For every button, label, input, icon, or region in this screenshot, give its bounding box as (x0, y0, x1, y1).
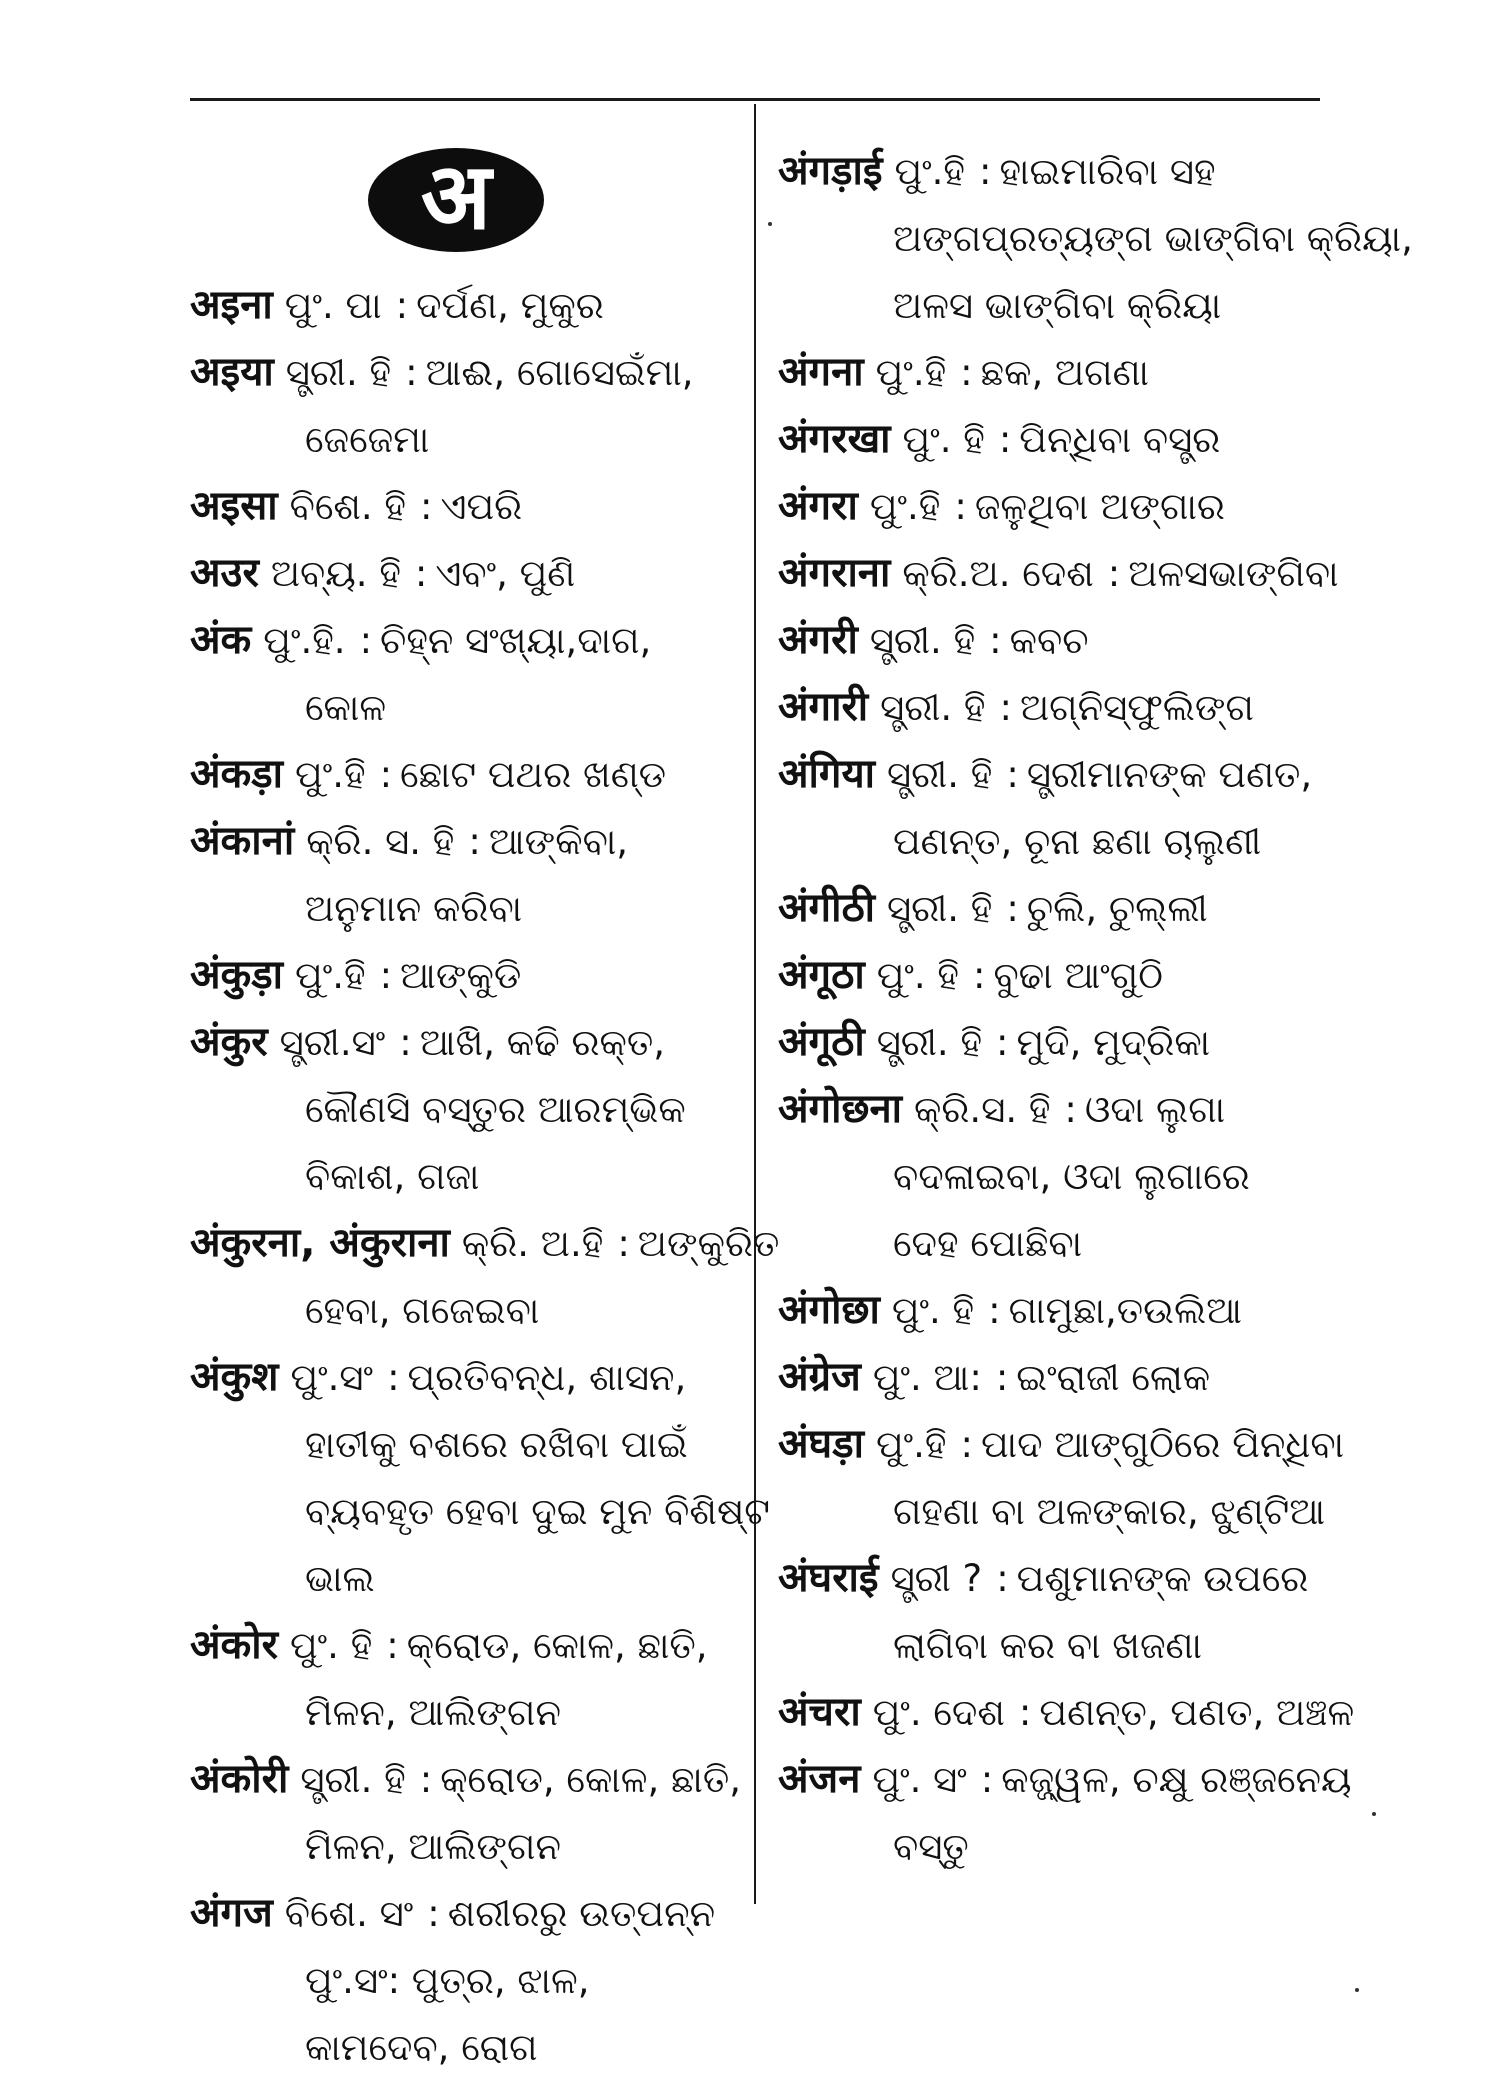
entry-first-line (190, 339, 735, 406)
entry-first-line (778, 674, 1338, 741)
grammar-label: ପୁଂ. ହି (902, 418, 985, 461)
definition-text: ପାଦ ଆଙ୍ଗୁଠିରେ ପିନ୍ଧିବା (980, 1423, 1345, 1466)
definition-separator: : (995, 1356, 1009, 1399)
definition-separator: : (427, 1892, 440, 1935)
dictionary-entry (190, 473, 735, 540)
definition-separator: : (405, 351, 418, 394)
definition-text: ଅଗ୍ନିସ୍ଫୁଲିଙ୍ଗ (1019, 686, 1254, 729)
definition-separator: : (419, 1758, 433, 1801)
definition-text: ଓଦା ଲୁଗା (1084, 1088, 1226, 1131)
grammar-label: ସ୍ତ୍ରୀ. ହି (285, 351, 392, 394)
column-divider (754, 104, 756, 1904)
definition-separator: : (980, 1758, 994, 1801)
definition-separator: : (1107, 552, 1121, 595)
grammar-label: ସ୍ତ୍ରୀ. ହି (300, 1758, 406, 1801)
dictionary-entry (190, 1344, 770, 1612)
headword: अउर (190, 550, 259, 596)
definition-separator: : (954, 485, 967, 528)
grammar-label: ପୁଂ.ହି (875, 351, 947, 394)
headword: अंगना (778, 349, 864, 395)
definition-separator: : (468, 820, 481, 863)
dictionary-entry (190, 741, 735, 808)
headword: अंकुड़ा (190, 952, 284, 998)
headword: अंकोरी (190, 1756, 289, 1802)
section-letter: अ (420, 143, 492, 250)
headword: अंगोछना (778, 1086, 903, 1132)
entry-first-line (190, 808, 735, 875)
definition-continuation: ପୁଂ.ସଂ: ପୁତ୍ର, ଝାଳ, (305, 1959, 590, 2002)
dictionary-entry (190, 1210, 780, 1344)
headword: अंचरा (778, 1689, 861, 1735)
dictionary-entry (778, 1009, 1338, 1076)
dictionary-entry (190, 1746, 742, 1880)
definition-text: କବଚ (1009, 619, 1089, 662)
grammar-label: କ୍ରି. ସ. ହି (306, 820, 455, 863)
grammar-label: ସ୍ତ୍ରୀ. ହି (887, 887, 993, 930)
dictionary-entry (778, 406, 1338, 473)
definition-text: ପଣନ୍ତ, ପଣତ, ଅଞ୍ଚଳ (1039, 1691, 1355, 1734)
dictionary-entry (778, 674, 1338, 741)
dictionary-entry (190, 339, 735, 473)
definition-text: ପଶୁମାନଙ୍କ ଉପରେ (1016, 1557, 1309, 1600)
definition-separator: : (617, 1222, 630, 1265)
definition-separator: : (989, 619, 1002, 662)
definition-continuation: କୌଣସି ବସ୍ତୁର ଆରମ୍ଭିକ (305, 1088, 686, 1131)
definition-text: ଆଙ୍କିବା, (488, 820, 629, 863)
definition-text: ଏବଂ, ପୁଣି (435, 552, 576, 595)
definition-text: ଅଙ୍କୁରିତ (637, 1222, 780, 1265)
headword: अंकड़ा (190, 751, 284, 797)
headword: अंगोछा (778, 1287, 880, 1333)
definition-separator: : (1064, 1088, 1077, 1131)
grammar-label: ପୁଂ. ଆ: (872, 1356, 982, 1399)
entry-first-line (778, 138, 1338, 205)
entry-first-line (778, 942, 1338, 1009)
headword: अंग्रेज (778, 1354, 861, 1400)
definition-text: ଆଈ, ଗୋସେଇଁମା, (425, 351, 694, 394)
definition-text: ଚୁଲି, ଚୁଲ୍ଲୀ (1026, 887, 1208, 930)
grammar-label: ପୁଂ.ସଂ (290, 1356, 374, 1399)
print-speck (1372, 1812, 1376, 1816)
definition-separator: : (999, 686, 1012, 729)
grammar-label: ସ୍ତ୍ରୀ. ହି (876, 1021, 983, 1064)
entry-first-line (190, 1344, 735, 1411)
definition-separator: : (960, 351, 973, 394)
definition-continuation: ହାତୀକୁ ବଶରେ ରଖିବା ପାଇଁ (305, 1423, 688, 1466)
entry-first-line (778, 1277, 1338, 1344)
definition-separator: : (988, 1289, 1001, 1332)
headword: अंकुर (190, 1019, 268, 1065)
definition-text: ଇଂରାଜୀ ଲୋକ (1016, 1356, 1211, 1399)
definition-continuation: ବ୍ୟବହୃତ ହେବା ଦୁଇ ମୁନ ବିଶିଷ୍ଟ (305, 1490, 770, 1533)
grammar-label: ପୁଂ.ହି. (263, 619, 346, 662)
grammar-label: ପୁଂ.ହି (875, 1423, 947, 1466)
grammar-label: କ୍ରି.ସ. ହି (914, 1088, 1051, 1131)
dictionary-entry (778, 1411, 1345, 1545)
headword: अइया (190, 349, 274, 395)
definition-continuation: ମିଳନ, ଆଲିଙ୍ଗନ (305, 1825, 561, 1868)
definition-separator: : (979, 150, 992, 193)
dictionary-entry (778, 138, 1413, 339)
grammar-label: ସ୍ତ୍ରୀ. ହି (869, 619, 976, 662)
headword: अंघराई (778, 1555, 879, 1601)
grammar-label: ପୁଂ.ହି (295, 753, 366, 796)
dictionary-entry (190, 942, 735, 1009)
section-letter-badge (368, 143, 544, 252)
entry-first-line (190, 540, 735, 607)
definition-separator: : (972, 954, 986, 997)
definition-text: ପ୍ରତିବନ୍ଧ, ଶାସନ, (407, 1356, 687, 1399)
dictionary-entry (778, 1344, 1338, 1411)
grammar-label: କ୍ରି. ଅ.ହି (461, 1222, 604, 1265)
entry-first-line (190, 1746, 742, 1813)
entry-first-line (778, 875, 1338, 942)
definition-separator: : (395, 284, 409, 327)
definition-text: ଛକ, ଅଗଣା (980, 351, 1149, 394)
grammar-label: କ୍ରି.ଅ. ଦେଶ (902, 552, 1094, 595)
definition-text: କଜ୍ଜ୍ୱଳ, ଚକ୍ଷୁ ରଞ୍ଜନେୟ (1001, 1758, 1352, 1801)
grammar-label: ପୁଂ. ସଂ (872, 1758, 967, 1801)
entry-first-line (778, 1076, 1338, 1143)
headword: अंकानां (190, 818, 295, 864)
headword: अंक (190, 617, 252, 663)
definition-separator: : (996, 1021, 1009, 1064)
entry-first-line (778, 607, 1338, 674)
dictionary-entry (778, 1277, 1338, 1344)
headword: अंकोर (190, 1622, 278, 1668)
grammar-label: ପୁଂ. ହି (891, 1289, 975, 1332)
grammar-label: ସ୍ତ୍ରୀ ? (890, 1557, 983, 1600)
definition-separator: : (379, 954, 393, 997)
print-speck (768, 222, 772, 226)
headword: अंजन (778, 1756, 861, 1802)
definition-separator: : (1018, 1691, 1032, 1734)
grammar-label: ପୁଂ.ହି (295, 954, 366, 997)
grammar-label: ପୁଂ. ଦେଶ (872, 1691, 1005, 1734)
grammar-label: ସ୍ତ୍ରୀ. ହି (887, 753, 993, 796)
definition-continuation: ଲାଗିବା କର ବା ଖଜଣା (893, 1624, 1202, 1667)
grammar-label: ପୁଂ. ହି (876, 954, 959, 997)
grammar-label: ବିଶେ. ହି (289, 485, 407, 528)
entry-first-line (778, 540, 1338, 607)
definition-text: ଦର୍ପଣ, ମୁକୁର (416, 284, 604, 327)
dictionary-entry (778, 1679, 1355, 1746)
entry-first-line (190, 1612, 735, 1679)
definition-text: ଏପରି (440, 485, 523, 528)
definition-text: ଗାମୁଛା,ତଉଲିଆ (1008, 1289, 1242, 1332)
entry-first-line (190, 473, 735, 540)
definition-continuation: ବଦଳାଇବା, ଓଦା ଲୁଗାରେ (893, 1155, 1250, 1198)
definition-continuation: ବିକାଶ, ଗଜା (305, 1155, 480, 1198)
grammar-label: ସ୍ତ୍ରୀ. ହି (880, 686, 986, 729)
definition-separator: : (960, 1423, 973, 1466)
definition-separator: : (1006, 887, 1019, 930)
entry-first-line (190, 1210, 780, 1277)
dictionary-entry (190, 607, 735, 741)
entry-first-line (778, 1344, 1338, 1411)
headword: अंगारी (778, 684, 869, 730)
definition-separator: : (387, 1356, 400, 1399)
definition-continuation: ଜେଜେମା (305, 418, 430, 461)
definition-separator: : (996, 1557, 1009, 1600)
entry-first-line (778, 473, 1338, 540)
entry-first-line (778, 1411, 1345, 1478)
entry-first-line (190, 607, 735, 674)
definition-separator: : (379, 753, 393, 796)
grammar-label: ସ୍ତ୍ରୀ.ସଂ (279, 1021, 386, 1064)
dictionary-entry (190, 540, 735, 607)
grammar-label: ପୁଂ. ହି (290, 1624, 373, 1667)
definition-continuation: ହେବା, ଗଜେଇବା (305, 1289, 540, 1332)
headword: अंघड़ा (778, 1421, 864, 1467)
headword: अंकुश (190, 1354, 279, 1400)
dictionary-entry (190, 272, 735, 339)
definition-text: ସ୍ତ୍ରୀମାନଙ୍କ ପଣତ, (1026, 753, 1313, 796)
definition-text: କ୍ରୋଡ, କୋଳ, ଛାତି, (406, 1624, 708, 1667)
headword: अंगरी (778, 617, 858, 663)
headword: अंगीठी (778, 885, 876, 931)
definition-text: ବୁଢା ଆଂଗୁଠି (993, 954, 1163, 997)
grammar-label: ପୁଂ. ପା (284, 284, 382, 327)
grammar-label: ବିଶେ. ସଂ (284, 1892, 414, 1935)
entry-first-line (778, 1746, 1352, 1813)
definition-text: ଆଖି, କଢି ରକ୍ତ, (419, 1021, 666, 1064)
dictionary-entry (778, 942, 1338, 1009)
top-rule (190, 98, 1320, 101)
headword: अंगिया (778, 751, 875, 797)
headword: अइसा (190, 483, 278, 529)
definition-text: ଶରୀରରୁ ଉତ୍ପନ୍ନ (447, 1892, 716, 1935)
definition-continuation: ଅଙ୍ଗପ୍ରତ୍ୟଙ୍ଗ ଭାଙ୍ଗିବା କ୍ରିୟା, (893, 217, 1413, 260)
definition-text: ଛୋଟ ପଥର ଖଣ୍ଡ (400, 753, 667, 796)
headword: अंगरा (778, 483, 858, 529)
dictionary-entry (778, 875, 1338, 942)
entry-first-line (778, 339, 1338, 406)
entry-first-line (190, 942, 735, 1009)
definition-text: ପିନ୍ଧିବା ବସ୍ତ୍ର (1019, 418, 1221, 461)
definition-text: ଅଳସଭାଙ୍ଗିବା (1128, 552, 1339, 595)
definition-text: ମୁଦି, ମୁଦ୍ରିକା (1016, 1021, 1211, 1064)
definition-separator: : (359, 619, 373, 662)
definition-separator: : (1006, 753, 1019, 796)
definition-separator: : (399, 1021, 412, 1064)
definition-continuation: ମିଳନ, ଆଲିଙ୍ଗନ (305, 1691, 561, 1734)
dictionary-entry (190, 1612, 735, 1746)
definition-continuation: ଭାଲ (305, 1557, 375, 1600)
dictionary-entry (778, 1746, 1352, 1880)
dictionary-entry (778, 1076, 1338, 1277)
definition-continuation: ଅଳସ ଭାଙ୍ଗିବା କ୍ରିୟା (893, 284, 1222, 327)
definition-separator: : (414, 552, 428, 595)
definition-continuation: କାମଦେବ, ରୋଗ (305, 2026, 538, 2069)
dictionary-entry (778, 1545, 1338, 1679)
entry-first-line (190, 272, 735, 339)
dictionary-entry (190, 808, 735, 942)
headword: अंगूठी (778, 1019, 865, 1065)
definition-text: ହାଇମାରିବା ସହ (999, 150, 1216, 193)
definition-text: ଆଙ୍କୁଡି (400, 954, 522, 997)
entry-first-line (778, 1679, 1355, 1746)
dictionary-entry (190, 1880, 735, 2081)
dictionary-entry (778, 473, 1338, 540)
definition-text: ଜଳୁଥିବା ଅଙ୍ଗାର (974, 485, 1225, 528)
grammar-label: ଅବ୍ୟ. ହି (270, 552, 401, 595)
entry-first-line (778, 406, 1338, 473)
entry-first-line (190, 1880, 735, 1947)
definition-continuation: ବସ୍ତୁ (893, 1825, 969, 1868)
headword: अइना (190, 282, 273, 328)
headword: अंगरखा (778, 416, 891, 462)
headword: अंगूठा (778, 952, 865, 998)
grammar-label: ପୁଂ.ହି (869, 485, 941, 528)
definition-continuation: ଦେହ ପୋଛିବା (893, 1222, 1083, 1265)
definition-continuation: କୋଳ (305, 686, 387, 729)
headword: अंकुरना, अंकुराना (190, 1220, 450, 1266)
entry-first-line (778, 1009, 1338, 1076)
headword: अंगज (190, 1890, 273, 1936)
dictionary-entry (778, 339, 1338, 406)
entry-first-line (778, 741, 1338, 808)
dictionary-entry (778, 540, 1338, 607)
entry-first-line (190, 1009, 735, 1076)
grammar-label: ପୁଂ.ହି (894, 150, 966, 193)
definition-continuation: ଗହଣା ବା ଅଳଙ୍କାର, ଝୁଣ୍ଟିଆ (893, 1490, 1326, 1533)
dictionary-entry (778, 741, 1338, 875)
dictionary-entry (778, 607, 1338, 674)
entry-first-line (190, 741, 735, 808)
headword: अंगराना (778, 550, 891, 596)
definition-continuation: ଅନୁମାନ କରିବା (305, 887, 523, 930)
definition-separator: : (998, 418, 1012, 461)
headword: अंगड़ाई (778, 148, 883, 194)
entry-first-line (778, 1545, 1338, 1612)
dictionary-entry (190, 1009, 735, 1210)
definition-separator: : (420, 485, 433, 528)
definition-continuation: ପଣନ୍ତ, ଚୂନା ଛଣା ଚାଲୁଣୀ (893, 820, 1262, 863)
definition-separator: : (386, 1624, 399, 1667)
definition-text: କ୍ରୋଡ, କୋଳ, ଛାତି, (440, 1758, 742, 1801)
definition-text: ଚିହ୍ନ ସଂଖ୍ୟା,ଦାଗ, (380, 619, 652, 662)
print-speck (1355, 1988, 1359, 1992)
